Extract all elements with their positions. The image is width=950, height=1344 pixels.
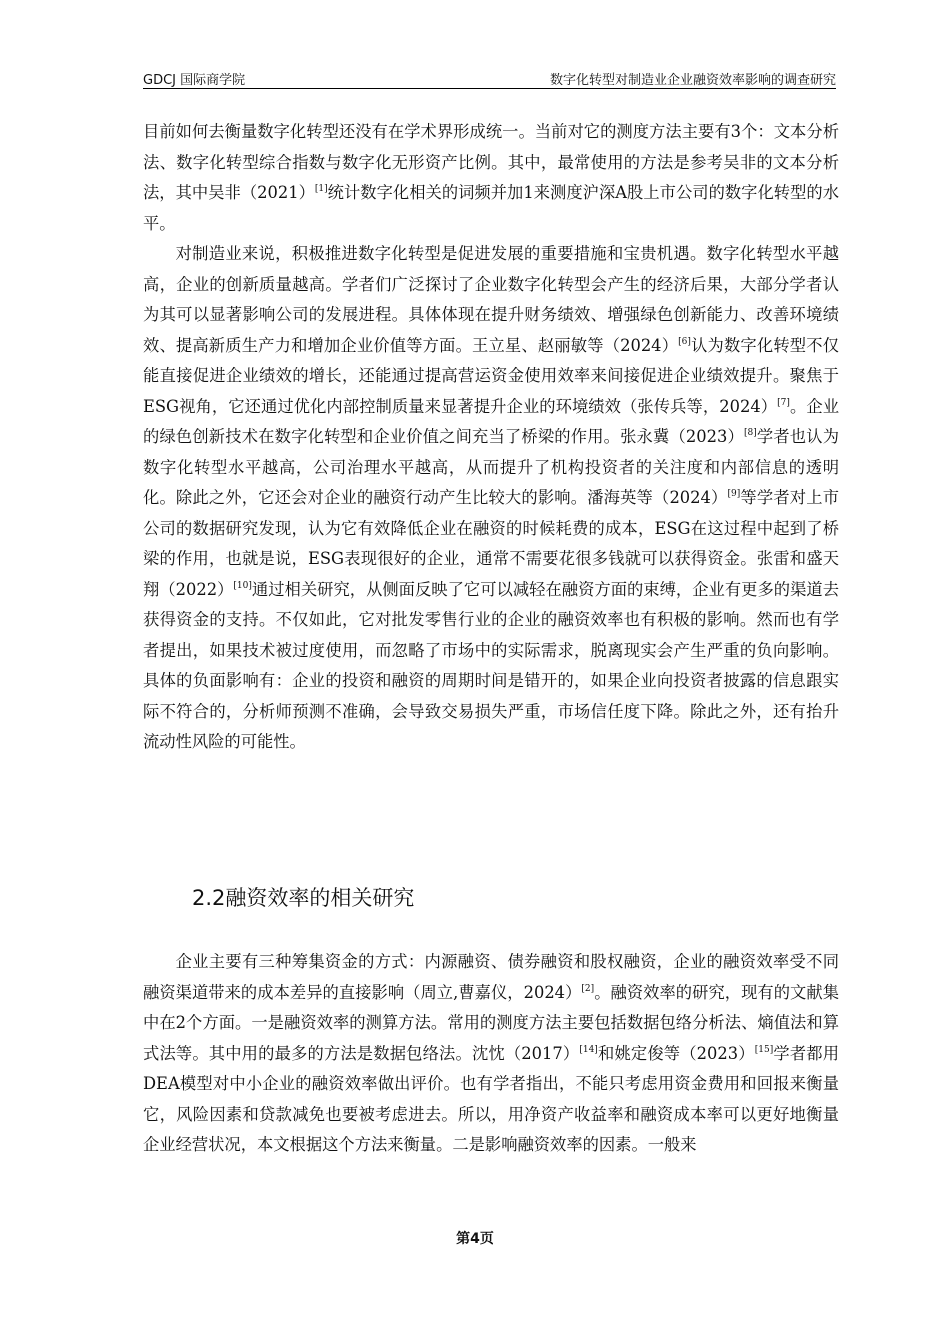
citation: [2] [581, 983, 595, 994]
citation: [7] [777, 397, 790, 408]
section-heading: 2.2融资效率的相关研究 [192, 886, 415, 910]
citation: [6] [678, 336, 691, 347]
paragraph-3: 企业主要有三种筹集资金的方式：内源融资、债券融资和股权融资，企业的融资效率受不同融资渠道带来的成本差异的直接影响（周立,曹嘉仪，2024）[2]。融资效率的研究，现有的文献集中在2个方面。一是融资效率的测算方法。常用的测度方法主要包括数据包络分析法、熵值法和算式法等。其中用的最多的方法是数据包络法。沈忱（2017）[14]和姚定俊等（2023）[15]学者都用DEA模型对中小企业的融资效率做出评价。也有学者指出，不能只考虑用资金费用和回报来衡量它，风险因素和贷款减免也要被考虑进去。所以，用净资产收益率和融资成本率可以更好地衡量企业经营状况，本文根据这个方法来衡量。二是影响融资效率的因素。一般来 [143, 952, 840, 1154]
citation: [9] [727, 489, 741, 499]
paragraph-2: 对制造业来说，积极推进数字化转型是促进发展的重要措施和宝贵机遇。数字化转型水平越高，企业的创新质量越高。学者们广泛探讨了企业数字化转型会产生的经济后果，大部分学者认为其可以显著影响公司的发展进程。具体体现在提升财务绩效、增强绿色创新能力、改善环境绩效、提高新质生产力和增加企业价值等方面。王立星、赵丽敏等（2024）[6]认为数字化转型不仅能直接促进企业绩效的增长，还能通过提高营运资金使用效率来间接促进企业绩效提升。聚焦于ESG视角，它还通过优化内部控制质量来显著提升企业的环境绩效（张传兵等，2024）[7]。企业的绿色创新技术在数字化转型和企业价值之间充当了桥梁的作用。张永冀（2023）[8]学者也认为数字化转型水平越高，公司治理水平越高，从而提升了机构投资者的关注度和内部信息的透明化。除此之外，它还会对企业的融资行动产生比较大的影响。潘海英等（2024）[9]等学者对上市公司的数据研究发现，认为它有效降低企业在融资的时候耗费的成本，ESG在这过程中起到了桥梁的作用，也就是说，ESG表现很好的企业，通常不需要花很多钱就可以获得资金。张雷和盛天翔（2022）[10]通过相关研究，从侧面反映了它可以减轻在融资方面的束缚，企业有更多的渠道去获得资金的支持。不仅如此，它对批发零售行业的企业的融资效率也有积极的影响。然而也有学者提出，如果技术被过度使用，而忽略了市场中的实际需求，脱离现实会产生严重的负向影响。具体的负面影响有：企业的投资和融资的周期时间是错开的，如果企业向投资者披露的信息跟实际不符合的，分析师预测不准确，会导致交易损失严重，市场信任度下降。除此之外，还有抬升流动性风险的可能性。 [143, 244, 839, 751]
header-school: GDCJ 国际商学院 [143, 73, 246, 88]
citation: [1] [314, 184, 328, 194]
citation: [10] [233, 580, 252, 591]
page-header [143, 66, 836, 89]
citation: [15] [754, 1044, 774, 1055]
page-number: 第4页 [456, 1231, 494, 1247]
header-title: 数字化转型对制造业企业融资效率影响的调查研究 [549, 73, 836, 88]
paragraph-1: 目前如何去衡量数字化转型还没有在学术界形成统一。当前对它的测度方法主要有3个：文本分析法、数字化转型综合指数与数字化无形资产比例。其中，最常使用的方法是参考吴非的文本分析法，其中吴非（2021）[1]统计数字化相关的词频并加1来测度沪深A股上市公司的数字化转型的水平。 [143, 122, 839, 233]
citation: [8] [743, 428, 757, 438]
citation: [14] [579, 1044, 598, 1055]
body-text-bottom [143, 947, 839, 1161]
body-text-top [143, 117, 839, 758]
